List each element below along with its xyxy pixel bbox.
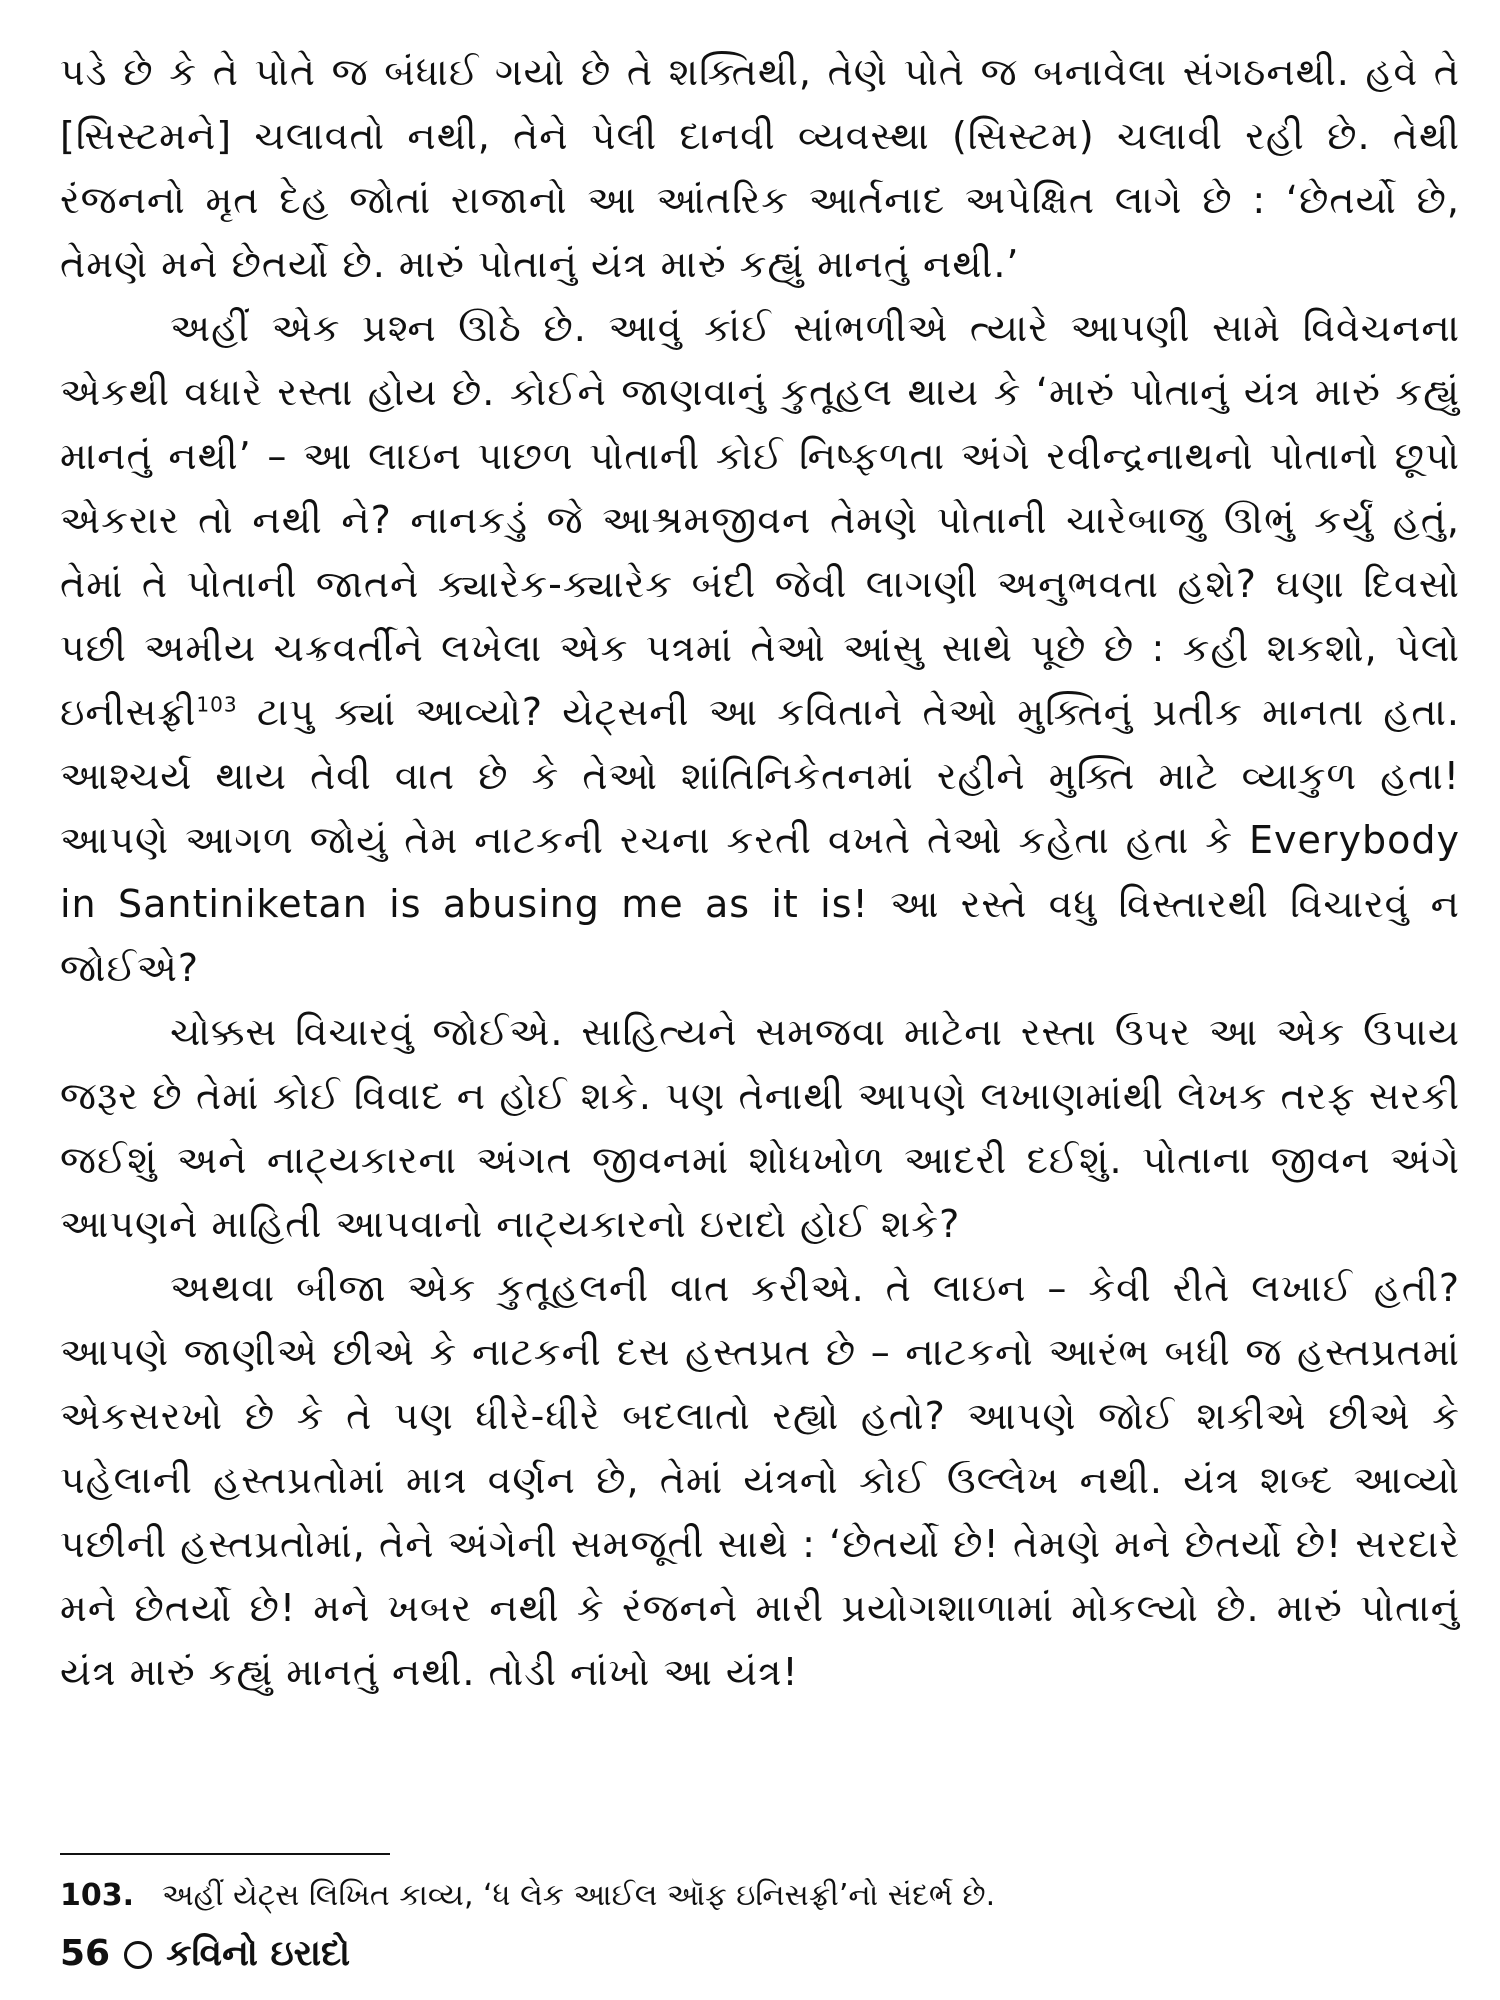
paragraph-3	[60, 1000, 1460, 1256]
running-title: કવિનો ઇરાદો	[166, 1933, 351, 1974]
footnote	[60, 1872, 1460, 1920]
paragraph-2-text-cont: ટાપુ ક્યાં આવ્યો? યેટ્સની આ કવિતાને તેઓ મુક્તિનું પ્રતીક માનતા હતા. આશ્ચર્ય થાય તેવી વાત છે કે તેઓ શાંતિનિકેતનમાં રહીને મુક્તિ માટે વ્યાકુળ હતા! આપણે આગળ જોયું તેમ નાટકની રચના કરતી વખતે તેઓ કહેતા હતા કે Everybody in Santiniketan is abusing me as it is! આ રસ્તે વધુ વિસ્તારથી વિચારવું ન જોઈએ?	[60, 690, 1460, 990]
paragraph-4-text: અથવા બીજા એક કુતૂહલની વાત કરીએ. તે લાઇન – કેવી રીતે લખાઈ હતી? આપણે જાણીએ છીએ કે નાટકની દસ હસ્તપ્રત છે – નાટકનો આરંભ બધી જ હસ્તપ્રતમાં એકસરખો છે કે તે પણ ધીરે-ધીરે બદલાતો રહ્યો હતો? આપણે જોઈ શકીએ છીએ કે પહેલાની હસ્તપ્રતોમાં માત્ર વર્ણન છે, તેમાં યંત્રનો કોઈ ઉલ્લેખ નથી. યંત્ર શબ્દ આવ્યો પછીની હસ્તપ્રતોમાં, તેને અંગેની સમજૂતી સાથે : ‘છેતર્યો છે! તેમણે મને છેતર્યો છે! સરદારે મને છેતર્યો છે! મને ખબર નથી કે રંજનને મારી પ્રયોગશાળામાં મોકલ્યો છે. મારું પોતાનું યંત્ર મારું કહ્યું માનતું નથી. તોડી નાંખો આ યંત્ર!	[60, 1266, 1460, 1694]
paragraph-1	[60, 40, 1460, 296]
page-footer	[60, 1926, 1460, 1982]
paragraph-4	[60, 1256, 1460, 1704]
body-text	[60, 40, 1460, 1704]
book-page	[60, 40, 1460, 1974]
footnote-text: અહીં યેટ્સ લિખિત કાવ્ય, ‘ધ લેક આઈલ ઑફ ઇનિસફ્રી’નો સંદર્ભ છે.	[162, 1878, 996, 1913]
circle-separator-icon	[124, 1941, 152, 1969]
paragraph-2-text: અહીં એક પ્રશ્ન ઊઠે છે. આવું કાંઈ સાંભળીએ ત્યારે આપણી સામે વિવેચનના એકથી વધારે રસ્તા હોય છે. કોઈને જાણવાનું કુતૂહલ થાય કે ‘મારું પોતાનું યંત્ર મારું કહ્યું માનતું નથી’ – આ લાઇન પાછળ પોતાની કોઈ નિષ્ફળતા અંગે રવીન્દ્રનાથનો પોતાનો છૂપો એકરાર તો નથી ને? નાનકડું જે આશ્રમજીવન તેમણે પોતાની ચારેબાજુ ઊભું કર્યું હતું, તેમાં તે પોતાની જાતને ક્યારેક-ક્યારેક બંદી જેવી લાગણી અનુભવતા હશે? ઘણા દિવસો પછી અમીય ચક્રવર્તીને લખેલા એક પત્રમાં તેઓ આંસુ સાથે પૂછે છે : કહી શકશો, પેલો ઇનીસફ્રી	[60, 306, 1460, 734]
footnote-marker: 103	[196, 692, 238, 717]
footnote-number: 103.	[60, 1878, 135, 1913]
paragraph-1-text: પડે છે કે તે પોતે જ બંધાઈ ગયો છે તે શક્તિથી, તેણે પોતે જ બનાવેલા સંગઠનથી. હવે તે [સિસ્ટમને] ચલાવતો નથી, તેને પેલી દાનવી વ્યવસ્થા (સિસ્ટમ) ચલાવી રહી છે. તેથી રંજનનો મૃત દેહ જોતાં રાજાનો આ આંતરિક આર્તનાદ અપેક્ષિત લાગે છે : ‘છેતર્યો છે, તેમણે મને છેતર્યો છે. મારું પોતાનું યંત્ર મારું કહ્યું માનતું નથી.’	[60, 50, 1460, 286]
page-number: 56	[60, 1933, 111, 1974]
paragraph-2	[60, 296, 1460, 1000]
footnote-divider	[60, 1853, 390, 1855]
paragraph-3-text: ચોક્કસ વિચારવું જોઈએ. સાહિત્યને સમજવા માટેના રસ્તા ઉપર આ એક ઉપાય જરૂર છે તેમાં કોઈ વિવાદ ન હોઈ શકે. પણ તેનાથી આપણે લખાણમાંથી લેખક તરફ સરકી જઈશું અને નાટ્યકારના અંગત જીવનમાં શોધખોળ આદરી દઈશું. પોતાના જીવન અંગે આપણને માહિતી આપવાનો નાટ્યકારનો ઇરાદો હોઈ શકે?	[60, 1010, 1460, 1246]
